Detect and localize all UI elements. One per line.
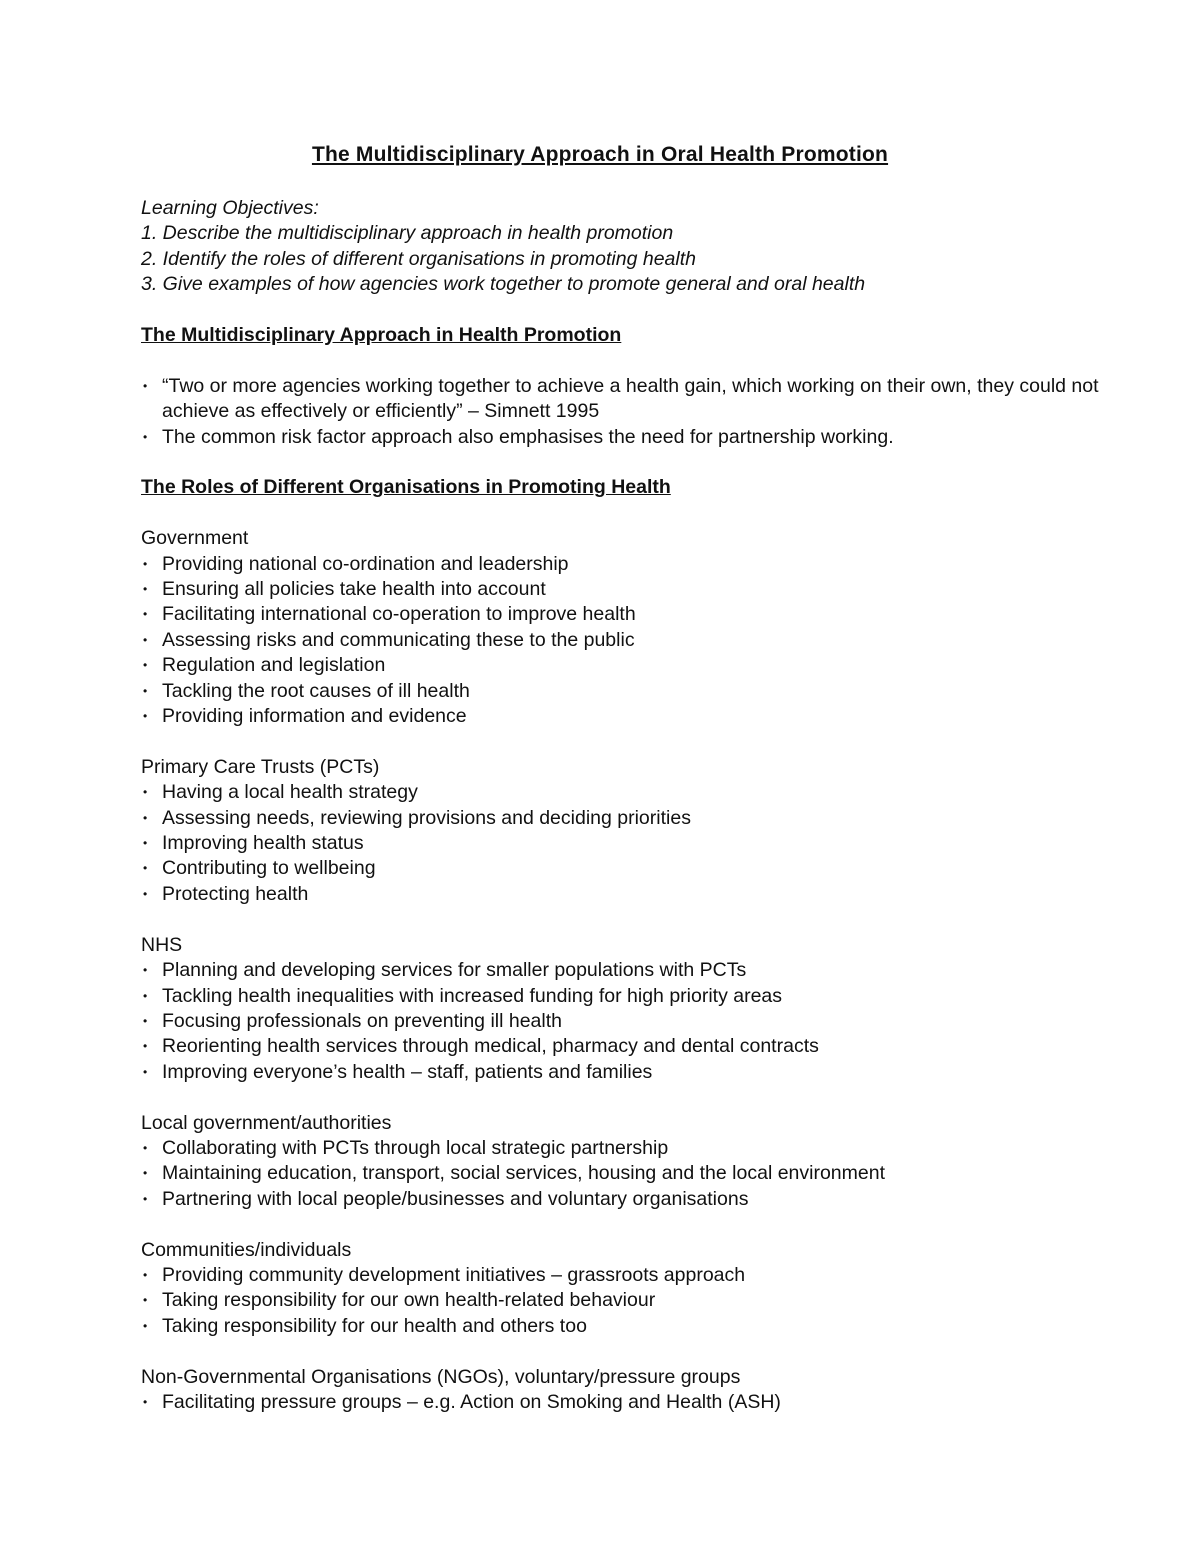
bullet-item: • Protecting health	[141, 882, 1101, 907]
bullet-item: • Tackling the root causes of ill health	[141, 679, 1101, 704]
learning-objectives	[141, 196, 1101, 298]
group-ngos	[141, 1365, 1101, 1416]
page-title: The Multidisciplinary Approach in Oral Health Promotion	[311, 143, 889, 166]
section-heading-multidisciplinary: The Multidisciplinary Approach in Health Promotion	[141, 324, 622, 347]
group-label: Primary Care Trusts (PCTs)	[141, 755, 380, 778]
group-bullets	[141, 1390, 1101, 1415]
bullet-item: • “Two or more agencies working together to achieve a health gain, which working on their own, they could not achieve as effectively or efficiently” – Simnett 1995	[141, 374, 1101, 425]
bullet-item: • Improving everyone’s health – staff, patients and families	[141, 1060, 1101, 1085]
document-body	[141, 196, 1101, 1441]
group-bullets	[141, 780, 1101, 907]
bullet-item: • Providing information and evidence	[141, 704, 1101, 729]
group-nhs	[141, 933, 1101, 1085]
bullet-item: • Maintaining education, transport, social services, housing and the local environment	[141, 1161, 1101, 1186]
group-label: Government	[141, 527, 249, 550]
bullet-item: • Reorienting health services through medical, pharmacy and dental contracts	[141, 1034, 1101, 1059]
bullet-item: • Improving health status	[141, 831, 1101, 856]
bullet-item: • Assessing needs, reviewing provisions and deciding priorities	[141, 806, 1101, 831]
bullet-item: • Contributing to wellbeing	[141, 856, 1101, 881]
objective-item: 2. Identify the roles of different organisations in promoting health	[141, 247, 696, 270]
group-bullets	[141, 1136, 1101, 1212]
bullet-item: • Taking responsibility for our own health-related behaviour	[141, 1288, 1101, 1313]
objectives-label: Learning Objectives:	[141, 197, 319, 219]
bullet-item: • Providing community development initiatives – grassroots approach	[141, 1263, 1101, 1288]
bullet-item: • Planning and developing services for smaller populations with PCTs	[141, 958, 1101, 983]
bullet-item: • Facilitating pressure groups – e.g. Action on Smoking and Health (ASH)	[141, 1390, 1101, 1415]
group-bullets	[141, 958, 1101, 1085]
bullet-item: • Facilitating international co-operation to improve health	[141, 602, 1101, 627]
group-label: Communities/individuals	[141, 1238, 352, 1261]
objective-item: 1. Describe the multidisciplinary approach in health promotion	[141, 222, 674, 245]
group-label: NHS	[141, 933, 183, 956]
bullet-item: • Assessing risks and communicating these to the public	[141, 628, 1101, 653]
group-label: Non-Governmental Organisations (NGOs), voluntary/pressure groups	[141, 1365, 741, 1388]
bullet-item: • The common risk factor approach also emphasises the need for partnership working.	[141, 425, 1101, 450]
group-local-government	[141, 1111, 1101, 1213]
group-government	[141, 526, 1101, 729]
bullet-item: • Ensuring all policies take health into account	[141, 577, 1101, 602]
bullet-item: • Taking responsibility for our health and others too	[141, 1314, 1101, 1339]
bullet-item: • Regulation and legislation	[141, 653, 1101, 678]
objective-item: 3. Give examples of how agencies work together to promote general and oral health	[141, 273, 866, 296]
group-bullets	[141, 552, 1101, 730]
multidisciplinary-bullets	[141, 374, 1101, 450]
bullet-item: • Focusing professionals on preventing ill health	[141, 1009, 1101, 1034]
bullet-item: • Providing national co-ordination and leadership	[141, 552, 1101, 577]
bullet-item: • Partnering with local people/businesses and voluntary organisations	[141, 1187, 1101, 1212]
group-label: Local government/authorities	[141, 1111, 392, 1134]
group-pcts	[141, 755, 1101, 907]
bullet-item: • Having a local health strategy	[141, 780, 1101, 805]
group-bullets	[141, 1263, 1101, 1339]
bullet-item: • Tackling health inequalities with increased funding for high priority areas	[141, 984, 1101, 1009]
bullet-item: • Collaborating with PCTs through local strategic partnership	[141, 1136, 1101, 1161]
section-heading-roles: The Roles of Different Organisations in Promoting Health	[141, 476, 671, 499]
group-communities	[141, 1238, 1101, 1340]
